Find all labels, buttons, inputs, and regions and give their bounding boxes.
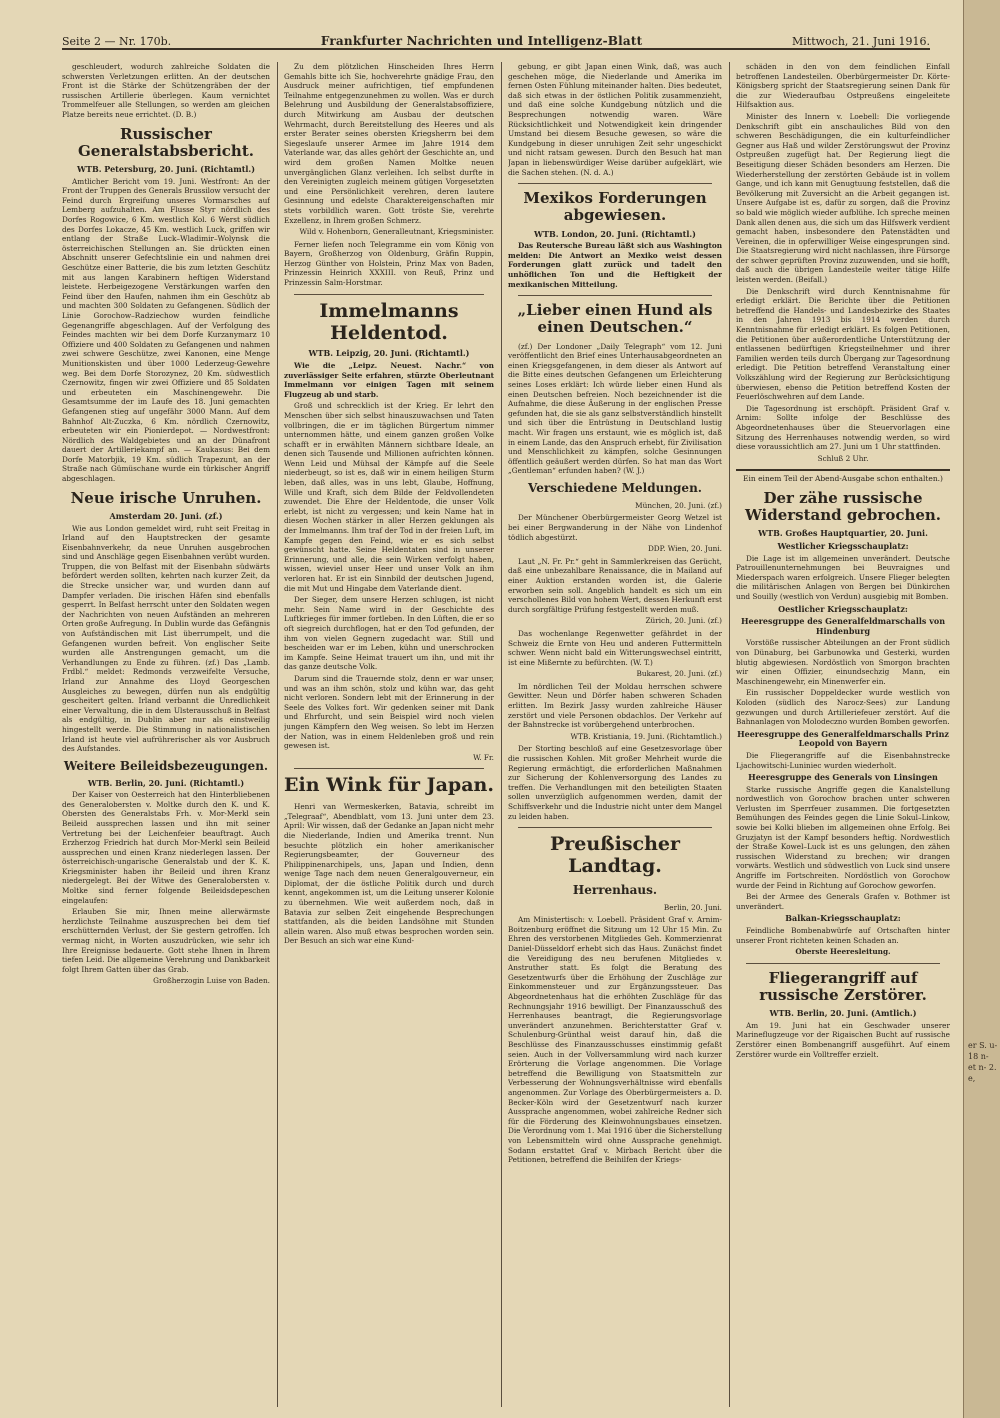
article-body: Der Kaiser von Oesterreich hat den Hinterbliebenen des Generalobersten v. Moltke durch den K. und K. Obersten des Generalstabs Frh. v. Mor-Merkl sein Beileid aussprechen lassen und ihn mit seiner Vertretung bei der Leichenfeier beauftragt. Auch Erzherzog Friedrich hat durch Mor-Merkl sein Beileid aussprechen und einen Kranz niederlegen lassen. Der österreichisch-ungarische Generalstab und der K. K. Kriegsminister haben ihr Beileid und ihren Kranz niedergelegt. Bei der Witwe des Generalobersten v. Moltke sind ferner folgende Beileidsdepeschen eingelaufen:: [62, 790, 270, 905]
article-body: (zf.) Der Londoner „Daily Telegraph“ vom 12. Juni veröffentlicht den Brief eines Unterhausabgeordneten an einen Kriegsgefangenen, in dem dieser als Antwort auf die Bitte eines deutschen Gefangenen um Erleichterung seines Loses erklärt: Ich würde lieber einen Hund als einen Deutschen befreien. Noch bezeichnender ist die Aufnahme, die diese Äußerung in der englischen Presse gefunden hat, die sie als ganz selbstverständlich hinstellt und sich über die Entrüstung in Deutschland lustig macht. Wir fragen uns erstaunt, wie es möglich ist, daß in einem Lande, das den Anspruch erhebt, für Zivilisation und Menschlichkeit zu kämpfen, solche Gesinnungen öffentlich geäußert werden dürfen. So hat man das Wort „Gentleman“ erfunden haben? (W. J.): [508, 341, 722, 476]
box-note: Ein einem Teil der Abend-Ausgabe schon enthalten.): [736, 469, 950, 484]
signature: Großherzogin Luise von Baden.: [153, 976, 270, 986]
divider: [294, 294, 484, 295]
column-4: [736, 62, 950, 1407]
adjacent-page-text: er S. u- 18 n- et n- 2. e,: [968, 1041, 998, 1083]
article-body: Henri van Wermeskerken, Batavia, schreibt im „Telegraaf“, Abendblatt, vom 13. Juni unter dem 23. April: Wir wissen, daß der Gedanke an Japan nicht mehr die Niederlande, Indien und Amerika trennt. Nun besuchte plötzlich ein hoher amerikanischer Regierungsbeamter, der Gouverneur des Philippinenarchipels, uns, Japan und Indien, denn wenige Tage nach dem neuen Generalgouverneur, ein Diplomat, der die östliche Politik durch und durch kennt, angekommen ist, um die Leitung unserer Kolonie zu übernehmen. Wie weit außerdem noch, daß in Batavia zur selben Zeit eingehende Besprechungen stattfanden, als die beiden Landsöhne mit Stunden allein waren. Also muß etwas besprochen worden sein. Der Besuch an sich war eine Kund-: [284, 802, 494, 946]
dateline: WTB. Berlin, 20. Juni. (Amtlich.): [769, 1008, 917, 1019]
signature: W. Fr.: [473, 752, 494, 762]
section-linsingen: Heeresgruppe des Generals von Linsingen: [748, 772, 938, 783]
article-continuation: geschleudert, wodurch zahlreiche Soldaten die schwersten Verletzungen erlitten. An der deutschen Front ist die Stärke der Schützengräben der der russischen Artillerie überlegen. Kaum vernichtet Trommelfeuer alle Stellungen, so werden am gleichen Platze bereits neue errichtet. (D. B.): [62, 62, 270, 119]
column-rule: [501, 62, 502, 1407]
headline-russian-report: Russischer Generalstabsbericht.: [78, 124, 254, 160]
section-balkan: Balkan-Kriegsschauplatz:: [785, 913, 901, 924]
article-body: Der Sieger, dem unsere Herzen schlugen, ist nicht mehr. Sein Name wird in der Geschichte des Luftkrieges für immer fortleben. In den Lüften, die er so oft siegreich durchflogen, hat er den Tod gefunden, der ihm von vielen Gegnern zugedacht war. Still und bescheiden war er im Leben, kühn und unerschrocken im Kampfe. Seine Heimat trauert um ihn, und mit ihr das ganze deutsche Volk.: [284, 595, 494, 672]
signature: Wild v. Hohenborn, Generalleutnant, Kriegsminister.: [299, 227, 494, 237]
dateline: WTB. London, 20. Juni. (Richtamtl.): [534, 228, 696, 239]
divider: [518, 183, 712, 184]
headline-air-attack: Fliegerangriff auf russische Zerstörer.: [759, 968, 927, 1005]
dateline: Berlin, 20. Juni.: [663, 902, 722, 912]
masthead: Frankfurter Nachrichten und Intelligenz-Blatt: [320, 34, 643, 48]
headline-hund: „Lieber einen Hund als einen Deutschen.“: [517, 301, 713, 337]
article-body: Bei der Armee des Generals Grafen v. Bothmer ist unverändert.: [736, 892, 950, 911]
article-body: Im nördlichen Teil der Moldau herrschen schwere Gewitter. Neun und Dörfer haben schweren Schaden erlitten. Im Bezirk Jassy wurden zahlreiche Häuser zerstört und viele Personen obdachlos. Der Verkehr auf der Bahnstrecke ist vorübergehend unterbrochen.: [508, 681, 722, 730]
article-body: schäden in den von dem feindlichen Einfall betroffenen Landesteilen. Oberbürgermeister Dr. Körte-Königsberg spricht der Staatsregierung seinen Dank für die zur Wiederaufbau Ostpreußens eingeleitete Hilfsaktion aus.: [736, 62, 950, 110]
divider: [294, 768, 484, 769]
dateline: WTB. Berlin, 20. Juni. (Richtamtl.): [87, 777, 245, 788]
column-2: [284, 62, 494, 1407]
dateline: WTB. Leipzig, 20. Juni. (Richtamtl.): [308, 348, 470, 359]
article-body: Am Ministertisch: v. Loebell. Präsident Graf v. Arnim-Boitzenburg eröffnet die Sitzung um 12 Uhr 15 Min. Zu Ehren des verstorbenen Mitgliedes Geh. Kommerzienrat Daniel-Düsseldorf erhebt sich das Haus. Zunächst findet die Vereidigung des neu berufenen Mitgliedes v. Anstruther statt. Es folgt die Beratung des Gesetzentwurfs über die Erhöhung der Zuschläge zur Einkommensteuer und zur Ergänzungssteuer. Das Abgeordnetenhaus hat die erhöhten Zuschläge für das Rechnungsjahr 1916 bewilligt. Der Finanzausschuß des Herrenhauses beantragt, die Regierungsvorlage unverändert anzunehmen. Berichterstatter Graf v. Schulenburg-Grünthal weist darauf hin, daß die Beschlüsse des Finanzausschusses einstimmig gefaßt seien. Auch in der Vollversammlung wird nach kurzer Erörterung die Vorlage angenommen. Die Vorlage betreffend die Bewilligung von Staatsmitteln zur Verbesserung der Wohnungsverhältnisse wird ebenfalls angenommen. Zur Vorlage des Oberbürgermeisters a. D. Becker-Köln wird der Gesetzentwurf nach kurzer Aussprache angenommen, wobei zahlreiche Redner sich für die Förderung des Kleinwohnungsbaues einsetzen. Die Verordnung vom 1. Mai 1916 über die Sicherstellung von Lebensmitteln wird ohne Aussprache genehmigt. Sodann erstattet Graf v. Mirbach Bericht über die Petitionen, betreffend die Beihilfen der Kriegs-: [508, 915, 722, 1165]
section-eastern-front: Oestlicher Kriegsschauplatz:: [778, 603, 908, 614]
article-body: Wie aus London gemeldet wird, ruht seit Freitag in Irland auf den Hauptstrecken der gesamte Eisenbahnverkehr, da neue Unruhen ausgebrochen sind und Anschläge gegen Eisenbahnen verübt wurden. Truppen, die von Belfast mit der Eisenbahn südwärts befördert werden sollten, kehrten nach kurzer Zeit, da die Strecke unsicher war, und wurden dann auf Dampfer verladen. Die irischen Häfen sind ebenfalls gesperrt. In Belfast herrscht unter den Soldaten wegen der Nachrichten von neuen Aufständen an mehreren Orten große Aufregung. In Dublin wurde das Gefängnis von Aufständischen mit List überrumpelt, und die Gefangenen wurden befreit. Von englischer Seite wurden alle Anstrengungen gemacht, um die Verhandlungen zu Ende zu führen. (zf.) Das „Lamb. Frdbl.“ meldet: Redmonds verzweifelte Versuche, Irland zur Annahme des Lloyd Georgeschen Ausgleiches zu bewegen, dürfen nun als endgültig gescheitert gelten. Irland verbannt die Unredlichkeit einer Verwaltung, die in dem Ulsterausschuß in Belfast als endgültig, in Dublin aber nur als einstweilig hingestellt werde. Die Stimmung in nationalistischen Irland ist heute viel aufrührerischer als vor Ausbruch des Aufstandes.: [62, 523, 270, 754]
section-leopold: Heeresgruppe des Generalfeldmarschalls Prinz Leopold von Bayern: [737, 728, 949, 749]
article-body: Feindliche Bombenabwürfe auf Ortschaften hinter unserer Front richteten keinen Schaden an.: [736, 926, 950, 945]
page-number: Seite 2 — Nr. 170b.: [62, 35, 172, 48]
column-rule: [277, 62, 278, 1407]
article-body: Starke russische Angriffe gegen die Kanalstellung nordwestlich von Gorochow brachen unter schweren Verlusten im Sperrfeuer zusammen. Die fortgesetzten Bemühungen des Feindes gegen die Linie Sokul–Linkow, sowie bei Kolki blieben im allgemeinen ohne Erfolg. Bei Gruzjatyn ist der Kampf besonders heftig. Nordwestlich der Straße Kowel–Luck ist es uns gelungen, den zähen russischen Widerstand zu brechen; wir drangen vorwärts. Westlich und südwestlich von Luck sind unsere Angriffe im Fortschreiten. Nordöstlich von Gorochow wurde der Feind in Richtung auf Gorochow geworfen.: [736, 784, 950, 890]
divider: [518, 295, 712, 296]
headline-mexico: Mexikos Forderungen abgewiesen.: [523, 189, 707, 225]
article-body: Am 19. Juni hat ein Geschwader unserer Marineflugzeuge vor der Rigaischen Bucht auf russische Zerstörer einen Bombenangriff ausgeführt. Auf einem Zerstörer wurde ein Volltreffer erzielt.: [736, 1020, 950, 1059]
headline-condolences: Weitere Beileidsbezeugungen.: [63, 758, 269, 773]
article-body: Amtlicher Bericht vom 19. Juni. Westfront: An der Front der Truppen des Generals Brussilow versucht der Feind durch Ergreifung unseres Vormarsches auf Lemberg aufzuhalten. Am Flusse Styr nördlich des Dorfes Rogowice, 6 Km. westlich Kol. 6 Werst südlich des Dorfes Lokacze, 45 Km. westlich Luck, griffen wir entlang der Straße Luck–Wladimir–Wolynsk die österreichischen Stellungen an. Sie drückten einen Abschnitt unserer Gefechtslinie ein und nahmen drei Geschütze einer Batterie, die bis zum letzten Geschütz mit aus langen Karabinern heftigen Widerstand leistete. Herbeigezogene Verstärkungen warfen den Feind über den Haufen, nahmen ihm ein Geschütz ab und machten 300 Soldaten zu Gefangenen. Südlich der Linie Gorochow–Radziechow wurden feindliche Gegenangriffe abgeschlagen. Auf der Verfolgung des Feindes machten wir bei dem Dorfe Kurzanymarz 10 Offiziere und 400 Soldaten zu Gefangenen und nahmen zwei schwere Geschütze, zwei Kanonen, eine Menge Munitionskisten und über 1000 Lederzeug-Gewehre weg. Bei dem Dorfe Storozynez, 20 Km. südwestlich Czernowitz, fingen wir zwei Offiziere und 85 Soldaten und erbeuteten ein Maschinengewehr. Die Gesamtsumme der im Laufe des 18. Juni gemachten Gefangenen stieg auf ungefähr 3000 Mann. Auf dem Bahnhof Alt-Zuczka, 6 Km. nördlich Czernowitz, erbeuteten wir ein Pionierdepot. — Nordwestfront: Nördlich des Waldgebietes und an der Dünafront dauert der Artilleriekampf an. — Kaukasus: Bei dem Dorfe Matorbjik, 19 Km. südlich Trapezunt, an der Straße nach Gümüschane wurde ein türkischer Angriff abgeschlagen.: [62, 176, 270, 484]
article-lead: Wie die „Leipz. Neuest. Nachr.“ von zuverlässiger Seite erfahren, stürzte Oberleutnant Immelmann vor einigen Tagen mit seinem Flugzeug ab und starb.: [284, 360, 494, 399]
article-body: Ferner liefen noch Telegramme ein vom König von Bayern, Großherzog von Oldenburg, Gräfin Ruppin, Herzog Günther von Holstein, Prinz Max von Baden, Prinzessin Heinrich XXXIII. von Reuß, Prinz und Prinzessin Salm-Horstmar.: [284, 239, 494, 288]
article-body: Laut „N. Fr. Pr.“ geht in Sammlerkreisen das Gerücht, daß eine unbezahlbare Renaissance, die in Mailand auf einer Auktion erstanden worden ist, die Galerie erworben sein soll. Angeblich handelt es sich um ein verschollenes Bild von hohem Wert, dessen Herkunft erst durch sorgfältige Prüfung festgestellt werden muß.: [508, 556, 722, 614]
column-3: [508, 62, 722, 1407]
article-body: Die Lage ist im allgemeinen unverändert. Deutsche Patrouillenunternehmungen bei Beuvraignes und Miederspach waren erfolgreich. Unsere Flieger belegten die militärischen Anlagen von Bergen bei Dünkirchen und Souilly (westlich von Verdun) ausgiebig mit Bomben.: [736, 553, 950, 601]
divider: [518, 827, 712, 828]
article-body: Darum sind die Trauernde stolz, denn er war unser, und was an ihm schön, stolz und kühn war, das geht nicht verloren. Sondern lebt mit der Erinnerung in der Seele des Volkes fort. Wir gedenken seiner mit Dank und Ehrfurcht, und sein Beispiel wird noch vielen jungen Kämpfern den Weg weisen. So lebt im Herzen der Nation, was in einem Heldenleben groß und rein gewesen ist.: [284, 673, 494, 751]
column-rule: [729, 62, 730, 1407]
article-body: Zu dem plötzlichen Hinscheiden Ihres Herrn Gemahls bitte ich Sie, hochverehrte gnädige Frau, den Ausdruck meiner aufrichtigen, tief empfundenen Teilnahme entgegenzunehmen zu wollen. Was er durch Belehrung und Ausbildung der Generalstabsoffiziere, durch Mitwirkung am Ausbau der deutschen Wehrmacht, durch Bereitstellung des Heeres und als erster Berater seines obersten Kriegsherrn bei dem Siegeslaufe unserer Armee im Jahre 1914 dem Vaterlande war, das alles gehört der Geschichte an, und wird dem großen Namen Moltke neuen unvergänglichen Glanz verleihen. Ich selbst durfte in den Vereinigten zugleich meinem gütigen Vorgesetzten und eine Persönlichkeit verehren, deren lautere Gesinnung und edelste Charaktereigenschaften mir stets vorbildlich waren. Gott tröste Sie, verehrte Exzellenz, in Ihrem großen Schmerz.: [284, 62, 494, 225]
article-body: Der Münchener Oberbürgermeister Georg Wetzel ist bei einer Bergwanderung in der Nähe von Lindenhof tödlich abgestürzt.: [508, 513, 722, 542]
article-body: Das wochenlange Regenwetter gefährdet in der Schweiz die Ernte von Heu und anderen Futtermitteln schwer. Wenn nicht bald ein Witterungswechsel eintritt, ist eine Mißernte zu befürchten. (W. T.): [508, 628, 722, 667]
article-body: Die Denkschrift wird durch Kenntnisnahme für erledigt erklärt. Die Berichte über die Petitionen betreffend die Handels- und Landesbezirke des Staates in den Jahren 1913 bis 1914 werden durch Kenntnisnahme für erledigt erklärt. Es folgen Petitionen, die Petitionen über außerordentliche Unterstützung der entlassenen bedürftigen Kriegsteilnehmer und ihrer Familien werden teils durch Übergang zur Tagesordnung erledigt. Die Petition betreffend Veranstaltung einer Volkszählung wird der Regierung zur Berücksichtigung überwiesen, ebenso die Petition betreffend Kosten der Feuerlöschwehren auf dem Lande.: [736, 286, 950, 402]
headline-various: Verschiedene Meldungen.: [528, 481, 702, 495]
section-western-front: Westlicher Kriegsschauplatz:: [777, 541, 909, 552]
section-hindenburg: Heeresgruppe des Generalfeldmarschalls von Hindenburg: [740, 616, 946, 636]
signature: Oberste Heeresleitung.: [795, 947, 891, 957]
article-body: Minister des Innern v. Loebell: Die vorliegende Denkschrift gibt ein anschauliches Bild von den schweren Beschädigungen, die ein kulturfeindlicher Gegner aus Haß und wilder Zerstörungswut der Provinz Ostpreußen zugefügt hat. Der Regierung liegt die Beseitigung dieser Schäden besonders am Herzen. Die Wiederherstellung der zerstörten Gebäude ist in vollem Gange, und ich kann mit Genugtuung feststellen, daß die Bevölkerung mit Zuversicht an die Arbeit gegangen ist. Unsere Aufgabe ist es, dafür zu sorgen, daß die Provinz so bald wie möglich wieder aufblühe. Ich spreche meinen Dank allen denen aus, die sich um das Hilfswerk verdient gemacht haben, insbesondere den Patenstädten und Vereinen, die in opferwilliger Weise eingesprungen sind. Die Staatsregierung wird nicht nachlassen, ihre Fürsorge der schwer geprüften Provinz zuzuwenden, und sie hofft, daß auch die übrigen Landesteile weiter tätige Hilfe leisten werden. (Beifall.): [736, 111, 950, 285]
subheadline-herrenhaus: Herrenhaus.: [572, 882, 658, 897]
article-body: Vorstöße russischer Abteilungen an der Front südlich von Dünaburg, bei Garbunowka und Gesterki, wurden blutig abgewiesen. Nordöstlich von Smorgon brachten wir einen Offizier, einundsechzig Mann, ein Maschinengewehr, ein Minenwerfer ein.: [736, 638, 950, 686]
issue-date: Mittwoch, 21. Juni 1916.: [792, 35, 930, 48]
article-body: Die Fliegerangriffe auf die Eisenbahnstrecke Ljachowitschi-Luniniec wurden wiederholt.: [736, 750, 950, 770]
article-body: Die Tagesordnung ist erschöpft. Präsident Graf v. Arnim: Sollte infolge der Beschlüsse des Abgeordnetenhauses über die Steuervorlagen eine Sitzung des Herrenhauses notwendig werden, so wird diese voraussichtlich am 27. Juni um 1 Uhr stattfinden.: [736, 403, 950, 452]
article-body: Der Storting beschloß auf eine Gesetzesvorlage über die russischen Kohlen. Mit großer Mehrheit wurde die Regierung ermächtigt, die erforderlichen Maßnahmen zur Sicherung der Kohlenversorgung des Landes zu treffen. Die Verhandlungen mit den beteiligten Staaten sollen unverzüglich aufgenommen werden, damit der Schiffsverkehr und die Industrie nicht unter dem Mangel zu leiden haben.: [508, 744, 722, 821]
dateline: WTB. Petersburg, 20. Juni. (Richtamtl.): [77, 164, 255, 175]
headline-landtag: Preußischer Landtag.: [549, 833, 681, 878]
article-body: Erlauben Sie mir, Ihnen meine allerwärmste herzlichste Teilnahme auszusprechen bei dem tief erschütternden Verlust, der Sie gestern getroffen. Ich vermag nicht, in Worten auszudrücken, wie sehr ich Ihre Ereignisse bedauerte. Gott stehe Ihnen in Ihrem tiefen Leid. Die allgemeine Verehrung und Dankbarkeit folgt Ihrem Gatten über das Grab.: [62, 907, 270, 974]
headline-japan: Ein Wink für Japan.: [284, 774, 494, 797]
dateline: Bukarest, 20. Juni. (zf.): [636, 669, 722, 679]
headline-russian-resistance: Der zähe russische Widerstand gebrochen.: [744, 488, 942, 525]
adjacent-page-edge: [963, 0, 1000, 1418]
article-body: Ein russischer Doppeldecker wurde westlich von Koloden (südlich des Narocz-Sees) zur Landung gezwungen und durch Artilleriefeuer zerstört. Auf die Bahnanlagen von Molodeczno wurden Bomben geworfen.: [736, 688, 950, 727]
closing-note: Schluß 2 Uhr.: [817, 453, 869, 463]
article-lead: Das Reutersche Bureau läßt sich aus Washington melden: Die Antwort an Mexiko weist dessen Forderungen glatt zurück und tadelt den unhöflichen Ton und die Heftigkeit der mexikanischen Mitteilung.: [508, 241, 722, 289]
dateline: München, 20. Juni. (zf.): [635, 500, 722, 510]
headline-immelmann: Immelmanns Heldentod.: [319, 299, 459, 344]
dateline: WTB. Kristiania, 19. Juni. (Richtamtlich.): [570, 731, 722, 741]
dateline: WTB. Großes Hauptquartier, 20. Juni.: [758, 528, 928, 539]
dateline: DDP. Wien, 20. Juni.: [647, 544, 722, 554]
headline-irish-unrest: Neue irische Unruhen.: [70, 488, 262, 507]
dateline: Amsterdam 20. Juni. (zf.): [109, 510, 223, 521]
article-body: Groß und schrecklich ist der Krieg. Er lehrt den Menschen über sich selbst hinauszuwachsen und Taten vollbringen, die er im täglichen Bürgertum nimmer unternommen hätte, und einem ganzen großen Volke schafft er in erwählten Männern sichtbare Ideale, an denen sich Tausende und Millionen aufrichten können. Wenn Leid und Mühsal der Kämpfe auf die Seele niederbeugt, so ist es, daß wir in einem heiligen Sturm leben, daß alles, was in uns lebt, Glaube, Hoffnung, Wille und Kraft, sich dem Bilde der Feldvollendeten zuwendet. Die Ehre der Heldentode, die unser Volk erlebt, ist nicht zu vergessen; und kein Name hat in diesen Wochen stärker in aller Herzen geklungen als der Immelmanns. Ihm traf der Tod in der freien Luft, im Kampfe gegen den Feind, wie er es sich selbst gewünscht hatte. Seine Heldentaten sind in unserer Erinnerung, und alle, die sein Wirken verfolgt haben, wissen, wieviel unser Heer und unser Volk an ihm verloren hat. Er ist ein Sinnbild der deutschen Jugend, die mit Mut und Hingabe dem Vaterlande dient.: [284, 401, 494, 593]
page-header: [62, 26, 930, 50]
article-body: gebung, er gibt Japan einen Wink, daß, was auch geschehen möge, die Niederlande und Amerika im fernen Osten Fühlung miteinander halten. Dies bedeutet, daß sich etwas in der östlichen Politik zusammenzieht, und daß eine solche Kundgebung nützlich und die Besprechungen notwendig waren. Wäre Rücksichtlichkeit und Notwendigkeit kein dringender Umstand bei diesem Besuche gewesen, so wäre die Kundgebung in dieser unruhigen Zeit sehr ungeschickt und nicht ratsam gewesen. Durch den Besuch hat man Japan in liebenswürdiger Weise darüber aufgeklärt, wie die Sachen stehen. (N. d. A.): [508, 62, 722, 177]
column-1: [62, 62, 270, 1407]
dateline: Zürich, 20. Juni. (zf.): [645, 616, 722, 626]
divider: [746, 963, 940, 964]
